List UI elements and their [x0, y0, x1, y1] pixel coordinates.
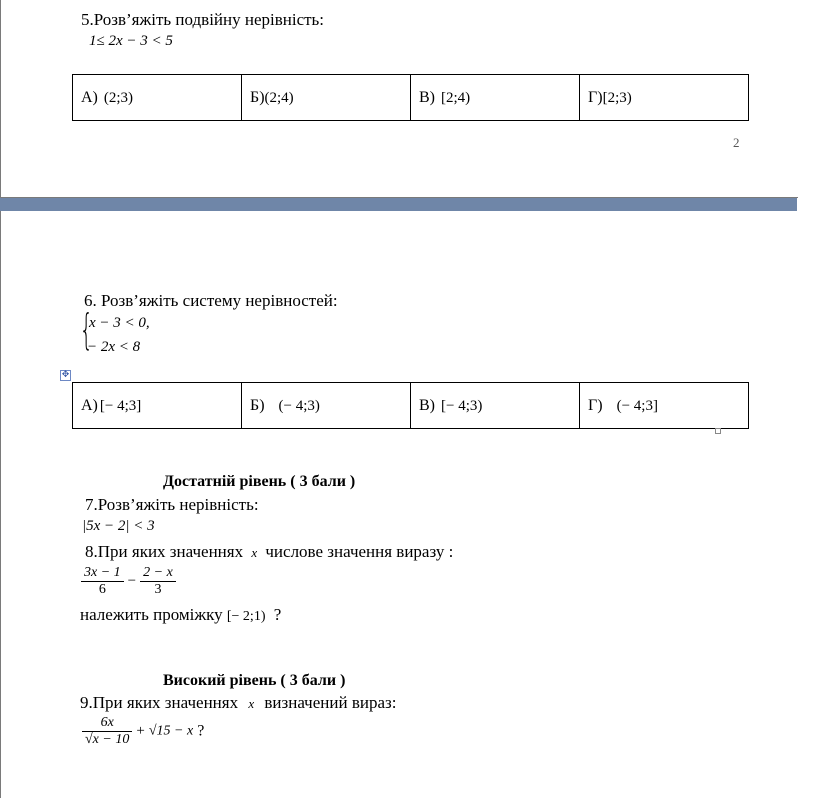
answer-option-a[interactable]: А) (2;3) [73, 75, 242, 121]
level-3-heading: Високий рівень ( 3 бали ) [163, 672, 346, 689]
question-8-expression: $\frac{3x - 1}{6}$ − $\frac{2 - x}{3}$ [81, 565, 176, 598]
document-page-2 [0, 211, 798, 798]
table-resize-handle[interactable] [715, 428, 721, 434]
answer-option-b[interactable]: Б) (− 4;3) [242, 383, 411, 429]
question-5-answer-table [72, 74, 749, 121]
system-brace: { [79, 305, 94, 354]
system-line-2: − 2x < 8 [87, 339, 141, 355]
document-page-1 [0, 0, 798, 198]
question-9-expression: $\frac{6x}{√x - 10}$ + √15 − x ? [82, 715, 204, 748]
answer-option-v[interactable]: В) [2;4) [411, 75, 580, 121]
page-separator [0, 198, 797, 211]
question-9-title: 9.При яких значеннях x визначений вираз: [80, 693, 397, 712]
answer-option-v[interactable]: В) [− 4;3) [411, 383, 580, 429]
table-move-handle-icon[interactable]: ✥ [61, 370, 70, 380]
question-8-interval: належить проміжку [− 2;1) ? [80, 605, 282, 624]
question-6-title: 6. Розв’яжіть систему нерівностей: [84, 291, 338, 310]
fraction-1: $\frac{3x - 1}{6}$ [81, 565, 124, 598]
answer-option-g[interactable]: Г) (− 4;3] [580, 383, 749, 429]
answer-option-g[interactable]: Г)[2;3) [580, 75, 749, 121]
fraction-main: $\frac{6x}{√x - 10}$ [82, 715, 132, 748]
level-2-heading: Достатній рівень ( 3 бали ) [163, 473, 356, 490]
answer-option-a[interactable]: А) [− 4;3] [73, 383, 242, 429]
question-6-answer-table [72, 382, 749, 429]
answer-option-b[interactable]: Б)(2;4) [242, 75, 411, 121]
question-7-title: 7.Розв’яжіть нерівність: [85, 495, 259, 514]
question-8-title: 8.При яких значеннях x числове значення виразу : [85, 542, 454, 561]
question-5-expression: 1≤ 2x − 3 < 5 [89, 33, 173, 49]
question-5-title: 5.Розв’яжіть подвійну нерівність: [81, 10, 325, 29]
system-line-1: x − 3 < 0, [89, 315, 150, 331]
fraction-2: $\frac{2 - x}{3}$ [140, 565, 176, 598]
page-number: 2 [733, 135, 740, 150]
question-7-expression: |5x − 2| < 3 [82, 518, 155, 534]
